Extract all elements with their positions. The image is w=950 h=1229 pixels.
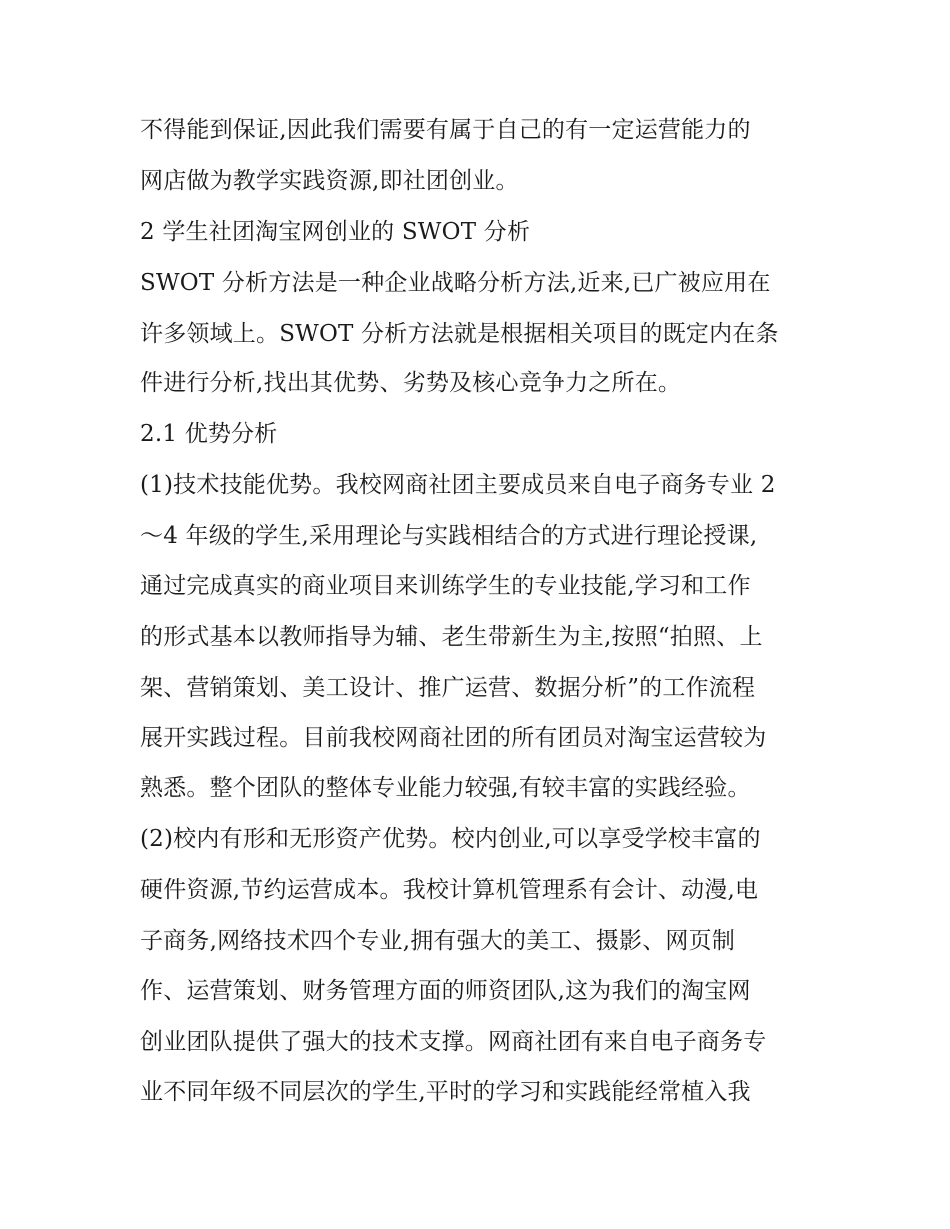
text-line: (2)校内有形和无形资产优势。校内创业,可以享受学校丰富的: [140, 826, 761, 852]
text-line: 展开实践过程。目前我校网商社团的所有团员对淘宝运营较为: [140, 725, 767, 751]
subsection-heading: 2.1 优势分析: [140, 421, 278, 447]
text-line: 架、营销策划、美工设计、推广运营、数据分析”的工作流程: [140, 675, 756, 701]
text-line: 通过完成真实的商业项目来训练学生的专业技能,学习和工作: [140, 573, 751, 599]
text-line: 创业团队提供了强大的技术支撑。网商社团有来自电子商务专: [140, 1029, 767, 1055]
text-line: 业不同年级不同层次的学生,平时的学习和实践能经常植入我: [140, 1079, 751, 1105]
text-line: 许多领域上。SWOT 分析方法就是根据相关项目的既定内在条: [140, 321, 779, 347]
text-line: 的形式基本以教师指导为辅、老生带新生为主,按照“拍照、上: [140, 624, 763, 650]
text-line: 硬件资源,节约运营成本。我校计算机管理系有会计、动漫,电: [140, 877, 759, 903]
text-line: 网店做为教学实践资源,即社团创业。: [140, 168, 519, 194]
text-line: (1)技术技能优势。我校网商社团主要成员来自电子商务专业 2: [140, 472, 776, 498]
text-line: 不得能到保证,因此我们需要有属于自己的有一定运营能力的: [140, 117, 751, 143]
text-line: 件进行分析,找出其优势、劣势及核心竞争力之所在。: [140, 370, 682, 396]
text-line: 作、运营策划、财务管理方面的师资团队,这为我们的淘宝网: [140, 978, 751, 1004]
text-line: ～4 年级的学生,采用理论与实践相结合的方式进行理论授课,: [140, 523, 758, 549]
text-line: 熟悉。整个团队的整体专业能力较强,有较丰富的实践经验。: [140, 775, 751, 801]
text-line: SWOT 分析方法是一种企业战略分析方法,近来,已广被应用在: [140, 270, 771, 296]
text-line: 子商务,网络技术四个专业,拥有强大的美工、摄影、网页制: [140, 928, 736, 954]
section-heading: 2 学生社团淘宝网创业的 SWOT 分析: [140, 219, 531, 245]
